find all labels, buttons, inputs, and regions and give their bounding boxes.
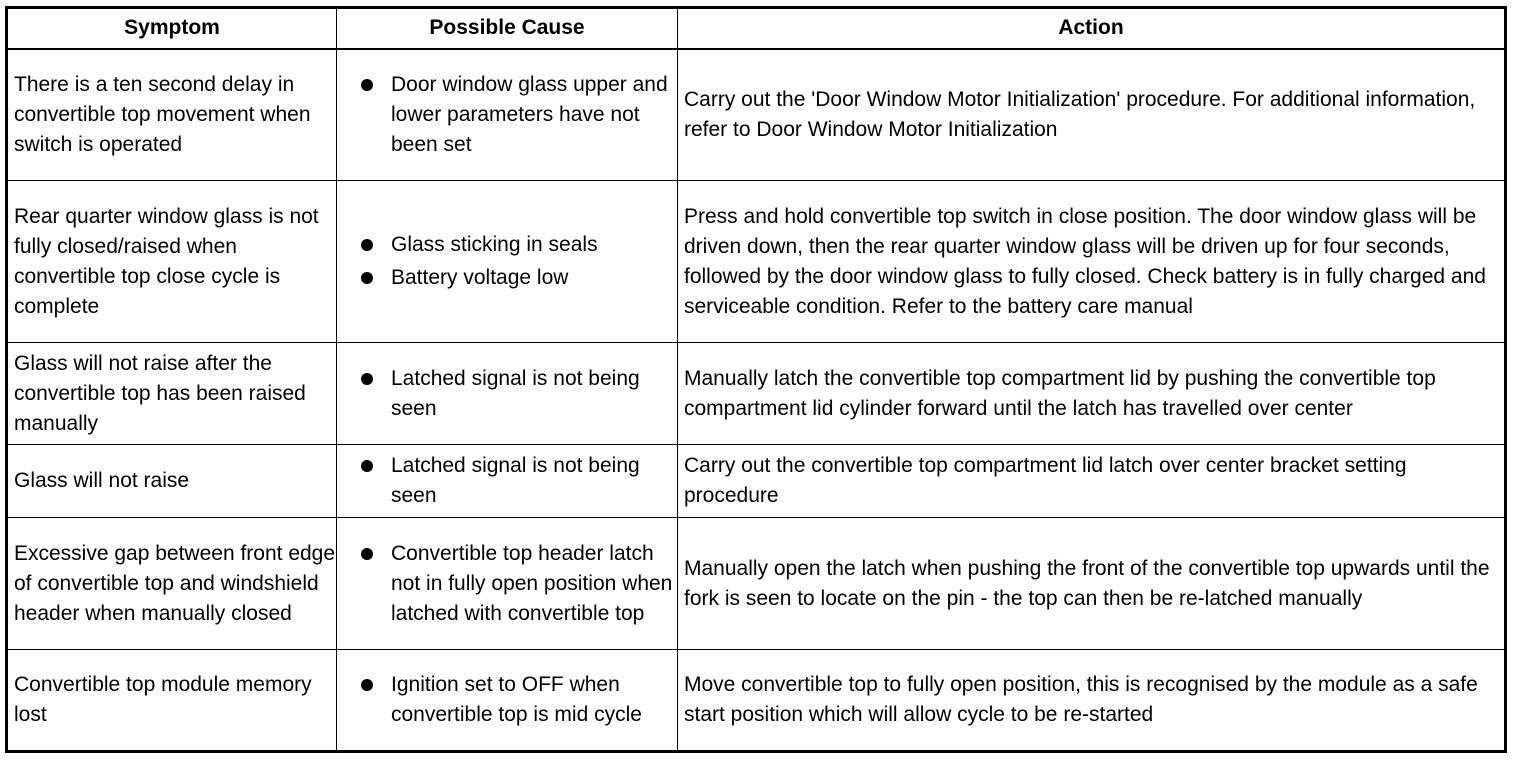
symptom-cell: There is a ten second delay in convertible top movement when switch is operated [7, 49, 337, 181]
cause-cell [337, 518, 678, 650]
cause-text: Battery voltage low [391, 266, 569, 289]
cause-list [343, 670, 677, 730]
cause-item [343, 670, 677, 730]
cause-list [343, 230, 677, 293]
bullet-icon [361, 272, 373, 284]
cause-text: Latched signal is not being seen [391, 454, 640, 507]
action-cell: Move convertible top to fully open position, this is recognised by the module as a safe start position which will allow cycle to be re-started [678, 650, 1506, 752]
table-row [7, 49, 1506, 181]
header-possible-cause: Possible Cause [337, 8, 678, 49]
table-row [7, 650, 1506, 752]
table-body [7, 49, 1506, 752]
header-symptom: Symptom [7, 8, 337, 49]
cause-item [343, 70, 677, 160]
cause-list [343, 539, 677, 629]
bullet-icon [361, 460, 373, 472]
symptom-cell: Glass will not raise [7, 445, 337, 518]
diagnosis-table [5, 6, 1507, 753]
cause-text: Glass sticking in seals [391, 233, 598, 256]
cause-cell [337, 650, 678, 752]
table-row [7, 181, 1506, 343]
action-cell: Press and hold convertible top switch in close position. The door window glass will be driven down, then the rear quarter window glass will be driven up for four seconds, followed by the door window glass to fully closed. Check battery is in fully charged and serviceable condition. Refer to the battery care manual [678, 181, 1506, 343]
table-row [7, 518, 1506, 650]
bullet-icon [361, 373, 373, 385]
symptom-cell: Convertible top module memory lost [7, 650, 337, 752]
cause-item [343, 230, 677, 260]
action-cell: Carry out the convertible top compartment lid latch over center bracket setting procedure [678, 445, 1506, 518]
action-cell: Manually open the latch when pushing the front of the convertible top upwards until the fork is seen to locate on the pin - the top can then be re-latched manually [678, 518, 1506, 650]
action-cell: Manually latch the convertible top compartment lid by pushing the convertible top compartment lid cylinder forward until the latch has travelled over center [678, 343, 1506, 445]
table-row [7, 343, 1506, 445]
symptom-cell: Excessive gap between front edge of convertible top and windshield header when manually closed [7, 518, 337, 650]
cause-item [343, 364, 677, 424]
table-row [7, 445, 1506, 518]
symptom-cell: Rear quarter window glass is not fully closed/raised when convertible top close cycle is complete [7, 181, 337, 343]
cause-list [343, 70, 677, 160]
cause-text: Ignition set to OFF when convertible top is mid cycle [391, 673, 642, 726]
cause-cell [337, 181, 678, 343]
cause-item [343, 451, 677, 511]
cause-list [343, 364, 677, 424]
cause-text: Convertible top header latch not in fully open position when latched with convertible top [391, 541, 673, 625]
bullet-icon [361, 239, 373, 251]
cause-cell [337, 343, 678, 445]
cause-list [343, 451, 677, 511]
bullet-icon [361, 548, 373, 560]
header-action: Action [678, 8, 1506, 49]
bullet-icon [361, 679, 373, 691]
cause-item [343, 539, 677, 629]
header-row [7, 8, 1506, 49]
cause-text: Door window glass upper and lower parameters have not been set [391, 72, 668, 156]
action-cell: Carry out the 'Door Window Motor Initialization' procedure. For additional information, refer to Door Window Motor Initialization [678, 49, 1506, 181]
cause-item [343, 263, 677, 293]
table-header [7, 8, 1506, 49]
cause-cell [337, 445, 678, 518]
bullet-icon [361, 79, 373, 91]
cause-cell [337, 49, 678, 181]
cause-text: Latched signal is not being seen [391, 366, 640, 420]
symptom-cell: Glass will not raise after the convertible top has been raised manually [7, 343, 337, 445]
